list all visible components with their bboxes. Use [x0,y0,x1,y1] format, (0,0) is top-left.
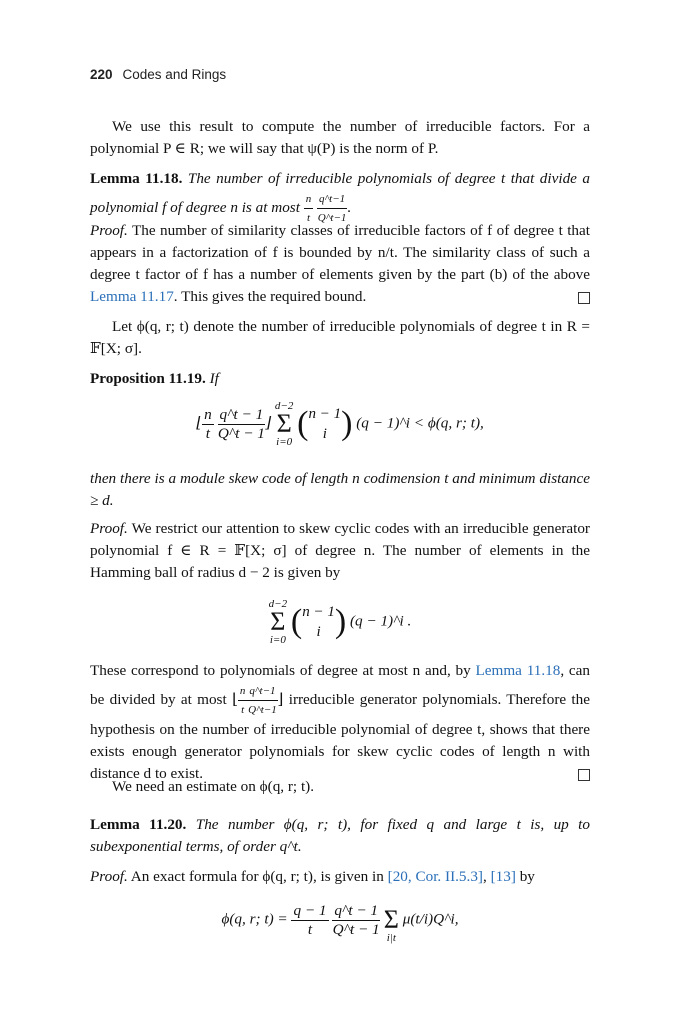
proof-11-18: Proof. The number of similarity classes of irreducible factors of f of degree t that appears in a factorization of f is bounded by n/t. The similarity class of such a degree t factor of f has a number of elements given by the part (b) of the above Lemma 11.17. This gives the required bound. [90,222,590,305]
lemma-11-18: Lemma 11.18. The number of irreducible polynomials of degree t that divide a polynomial f of degree n is at most $\frac{n}{t}$ $\frac{q\^{}t-1}{Q\^{}t-1}$ . [90,168,590,227]
equation-exact-formula: ϕ(q, r; t) = $\frac{q - 1}{t}$ $\frac{q\^{}t - 1}{Q\^{}t - 1}$ Σ i|t μ(t/i)Q^i, [221,901,459,944]
ref-13-link[interactable]: [13] [490,868,516,885]
proposition-label: Proposition 11.19. [90,370,206,387]
running-head [90,64,226,86]
lemma-label: Lemma 11.18. [90,170,183,187]
lemma-11-20: Lemma 11.20. The number ϕ(q, r; t), for fixed q and large t is, up to subexponential terms, of order q^t. [90,816,590,855]
lemma-frac-q-Q: $\frac{q\^{}t-1}{Q\^{}t-1}$ [317,190,347,227]
proof-label: Proof. [90,222,128,239]
equation-hamming-ball: d−2 Σ i=0 ( n − 1 i ) (q − 1)^i . [268,598,412,646]
lemma-text: The number of irreducible polynomials of degree t that divide a polynomial f of degree n is at most [90,170,590,216]
lemma-11-17-link[interactable]: Lemma 11.17 [90,288,174,305]
proof-text: The number of similarity classes of irreducible factors of f of degree t that appears in a factorization of f is bounded by n/t. The similarity class of such a degree t factor of f has a number of elements given by the part (b) of the above [90,222,590,283]
lemma-11-18-link[interactable]: Lemma 11.18 [475,662,561,679]
paragraph-norm: We use this result to compute the number of irreducible factors. For a polynomial P ∈ R; we will say that ψ(P) is the norm of P. [90,118,590,157]
ref-20-link[interactable]: [20, Cor. II.5.3] [387,868,483,885]
paragraph-phi-def: Let ϕ(q, r; t) denote the number of irreducible polynomials of degree t in R = 𝔽[X; σ]. [90,318,590,357]
proof-11-19-continued: These correspond to polynomials of degree at most n and, by Lemma 11.18, can be divided by at most ⌊ $\frac{n}{t}$ $\frac{q\^{}t-1}{Q\^{}t-1}$ ⌋ irreducible generator polynomials. Therefore the hypothesis on the number of irreducible polynomial of degree t, shows that there exists enough generator polynomials for skew cyclic codes of length n with distance d to exist. [90,662,590,782]
running-title: Codes and Rings [122,67,227,82]
proof-11-20: Proof. An exact formula for ϕ(q, r; t), is given in [20, Cor. II.5.3], [13] by [90,868,535,885]
proposition-conclusion: then there is a module skew code of length n codimension t and minimum distance ≥ d. [90,470,590,509]
paragraph-estimate: We need an estimate on ϕ(q, r; t). [112,778,315,795]
qed-icon [578,292,590,304]
equation-proposition: ⌊ $\frac{n}{t}$ $\frac{q\^{}t - 1}{Q\^{}t - 1}$ ⌋ d−2 Σ i=0 ( n − 1 i ) (q − 1)^i < ϕ(q, r; t), [196,400,484,448]
proposition-11-19: Proposition 11.19. If [90,370,219,387]
lemma-frac-n-t: $\frac{n}{t}$ [304,190,314,227]
page-number: 220 [90,67,113,82]
proof-11-19: Proof. We restrict our attention to skew cyclic codes with an irreducible generator polynomial f ∈ R = 𝔽[X; σ] of degree n. The number of elements in the Hamming ball of radius d − 2 is given by [90,520,590,581]
